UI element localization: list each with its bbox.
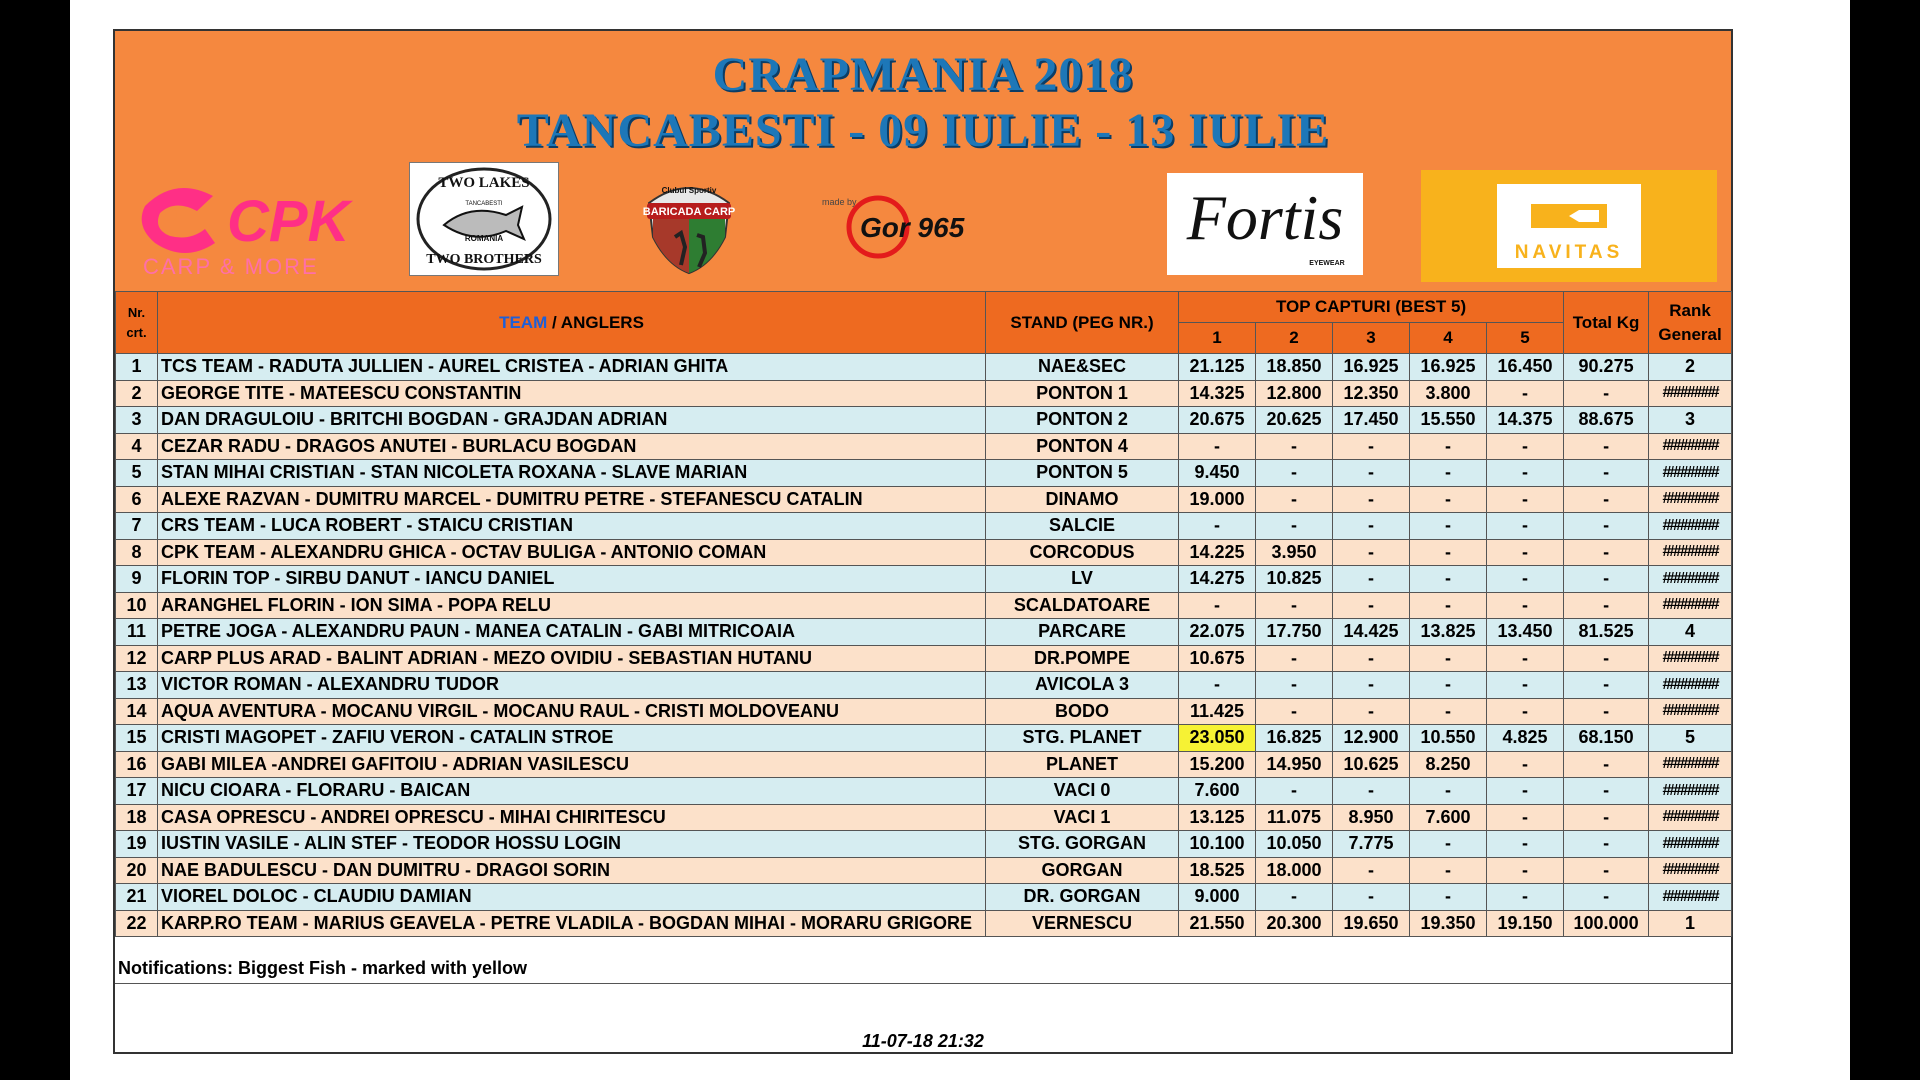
results-body (116, 354, 1732, 937)
team-anglers: FLORIN TOP - SIRBU DANUT - IANCU DANIEL (158, 566, 986, 593)
catch-2: 10.050 (1256, 831, 1333, 858)
catch-1: 11.425 (1179, 698, 1256, 725)
table-row (116, 725, 1732, 752)
catch-1: 13.125 (1179, 804, 1256, 831)
navitas-logo (1421, 170, 1717, 282)
catch-5: 14.375 (1487, 407, 1564, 434)
catch-4: - (1410, 433, 1487, 460)
baricada-top-text: Clubul Sportiv (661, 186, 717, 195)
row-number: 3 (116, 407, 158, 434)
stand: VACI 1 (986, 804, 1179, 831)
rank-general: ######## (1649, 645, 1732, 672)
stand: STG. PLANET (986, 725, 1179, 752)
catch-5: - (1487, 698, 1564, 725)
stand: DR.POMPE (986, 645, 1179, 672)
table-row (116, 539, 1732, 566)
stand: SALCIE (986, 513, 1179, 540)
team-anglers: CASA OPRESCU - ANDREI OPRESCU - MIHAI CHIRITESCU (158, 804, 986, 831)
catch-5: - (1487, 539, 1564, 566)
catch-1: - (1179, 592, 1256, 619)
table-row (116, 566, 1732, 593)
two-lakes-middle-text: ROMANIA (464, 234, 504, 243)
catch-5: - (1487, 751, 1564, 778)
catch-4: 16.925 (1410, 354, 1487, 381)
team-anglers: CRS TEAM - LUCA ROBERT - STAICU CRISTIAN (158, 513, 986, 540)
rank-general: ######## (1649, 804, 1732, 831)
catch-1: 10.100 (1179, 831, 1256, 858)
catch-1: 10.675 (1179, 645, 1256, 672)
catch-5: - (1487, 645, 1564, 672)
catch-1: 21.550 (1179, 910, 1256, 937)
row-number: 8 (116, 539, 158, 566)
table-row (116, 380, 1732, 407)
baricada-main-text: BARICADA CARP (642, 206, 736, 218)
row-number: 17 (116, 778, 158, 805)
catch-4: 13.825 (1410, 619, 1487, 646)
row-number: 22 (116, 910, 158, 937)
catch-5: 16.450 (1487, 354, 1564, 381)
row-number: 10 (116, 592, 158, 619)
catch-1: 18.525 (1179, 857, 1256, 884)
table-row (116, 619, 1732, 646)
stand: CORCODUS (986, 539, 1179, 566)
stand: PLANET (986, 751, 1179, 778)
table-row (116, 513, 1732, 540)
team-anglers: STAN MIHAI CRISTIAN - STAN NICOLETA ROXANA - SLAVE MARIAN (158, 460, 986, 487)
catch-1: 9.000 (1179, 884, 1256, 911)
header-rank: Rank General (1649, 292, 1732, 354)
catch-5: - (1487, 592, 1564, 619)
row-number: 21 (116, 884, 158, 911)
total-kg: - (1564, 804, 1649, 831)
team-anglers: IUSTIN VASILE - ALIN STEF - TEODOR HOSSU LOGIN (158, 831, 986, 858)
catch-4: - (1410, 698, 1487, 725)
two-lakes-top-text: TWO LAKES (438, 175, 530, 191)
stand: VERNESCU (986, 910, 1179, 937)
catch-3: 10.625 (1333, 751, 1410, 778)
catch-1: - (1179, 672, 1256, 699)
table-row (116, 645, 1732, 672)
catch-2: 3.950 (1256, 539, 1333, 566)
row-number: 20 (116, 857, 158, 884)
total-kg: - (1564, 592, 1649, 619)
catch-2: 17.750 (1256, 619, 1333, 646)
table-row (116, 486, 1732, 513)
catch-2: 14.950 (1256, 751, 1333, 778)
rank-general: ######## (1649, 857, 1732, 884)
header-banner (115, 31, 1731, 291)
row-number: 1 (116, 354, 158, 381)
rank-general: ######## (1649, 433, 1732, 460)
rank-general: ######## (1649, 539, 1732, 566)
team-anglers: CEZAR RADU - DRAGOS ANUTEI - BURLACU BOGDAN (158, 433, 986, 460)
row-number: 6 (116, 486, 158, 513)
team-anglers: GABI MILEA -ANDREI GAFITOIU - ADRIAN VASILESCU (158, 751, 986, 778)
rank-general: 3 (1649, 407, 1732, 434)
row-number: 4 (116, 433, 158, 460)
total-kg: - (1564, 566, 1649, 593)
rank-general: ######## (1649, 751, 1732, 778)
catch-4: 3.800 (1410, 380, 1487, 407)
stand: GORGAN (986, 857, 1179, 884)
team-anglers: AQUA AVENTURA - MOCANU VIRGIL - MOCANU RAUL - CRISTI MOLDOVEANU (158, 698, 986, 725)
catch-1: 21.125 (1179, 354, 1256, 381)
catch-4: - (1410, 645, 1487, 672)
gor-small-text: made by (822, 197, 857, 207)
catch-3: - (1333, 433, 1410, 460)
header-team (158, 292, 986, 354)
catch-4: - (1410, 513, 1487, 540)
catch-2: - (1256, 592, 1333, 619)
catch-3: 12.900 (1333, 725, 1410, 752)
catch-3: - (1333, 778, 1410, 805)
rank-general: ######## (1649, 513, 1732, 540)
rank-general: 2 (1649, 354, 1732, 381)
total-kg: - (1564, 698, 1649, 725)
table-row (116, 857, 1732, 884)
rank-general: ######## (1649, 698, 1732, 725)
rank-general: ######## (1649, 566, 1732, 593)
stand: STG. GORGAN (986, 831, 1179, 858)
catch-1: 14.275 (1179, 566, 1256, 593)
catch-2: 18.000 (1256, 857, 1333, 884)
team-anglers: ARANGHEL FLORIN - ION SIMA - POPA RELU (158, 592, 986, 619)
catch-3: 7.775 (1333, 831, 1410, 858)
header-catch-2: 2 (1256, 323, 1333, 354)
rank-general: 1 (1649, 910, 1732, 937)
total-kg: - (1564, 433, 1649, 460)
catch-5: - (1487, 831, 1564, 858)
team-anglers: CARP PLUS ARAD - BALINT ADRIAN - MEZO OVIDIU - SEBASTIAN HUTANU (158, 645, 986, 672)
baricada-carp-logo (641, 175, 737, 275)
total-kg: 100.000 (1564, 910, 1649, 937)
team-anglers: CPK TEAM - ALEXANDRU GHICA - OCTAV BULIGA - ANTONIO COMAN (158, 539, 986, 566)
header-top-captures: TOP CAPTURI (BEST 5) (1179, 292, 1564, 323)
catch-4: - (1410, 592, 1487, 619)
total-kg: - (1564, 831, 1649, 858)
header-nr: Nr. crt. (116, 292, 158, 354)
catch-4: - (1410, 486, 1487, 513)
catch-2: - (1256, 433, 1333, 460)
stand: AVICOLA 3 (986, 672, 1179, 699)
catch-5: 4.825 (1487, 725, 1564, 752)
catch-3: - (1333, 698, 1410, 725)
row-number: 5 (116, 460, 158, 487)
catch-2: 18.850 (1256, 354, 1333, 381)
catch-4: - (1410, 460, 1487, 487)
catch-4: 19.350 (1410, 910, 1487, 937)
total-kg: - (1564, 884, 1649, 911)
total-kg: - (1564, 751, 1649, 778)
table-row (116, 592, 1732, 619)
catch-2: 16.825 (1256, 725, 1333, 752)
catch-3: - (1333, 460, 1410, 487)
total-kg: - (1564, 645, 1649, 672)
catch-5: - (1487, 513, 1564, 540)
stand: NAE&SEC (986, 354, 1179, 381)
team-anglers: TCS TEAM - RADUTA JULLIEN - AUREL CRISTEA - ADRIAN GHITA (158, 354, 986, 381)
catch-1: 23.050 (1179, 725, 1256, 752)
cpk-logo-text: CPK (227, 189, 350, 254)
catch-2: 12.800 (1256, 380, 1333, 407)
catch-5: 13.450 (1487, 619, 1564, 646)
catch-1: - (1179, 433, 1256, 460)
team-anglers: ALEXE RAZVAN - DUMITRU MARCEL - DUMITRU PETRE - STEFANESCU CATALIN (158, 486, 986, 513)
catch-1: 20.675 (1179, 407, 1256, 434)
page-title: CRAPMANIA 2018 (712, 48, 1134, 101)
total-kg: - (1564, 672, 1649, 699)
timestamp: 11-07-18 21:32 (862, 1031, 984, 1051)
stand: PONTON 2 (986, 407, 1179, 434)
catch-5: 19.150 (1487, 910, 1564, 937)
catch-4: 10.550 (1410, 725, 1487, 752)
header-catch-1: 1 (1179, 323, 1256, 354)
catch-3: - (1333, 486, 1410, 513)
gor-main-text: Gor 965 (860, 212, 965, 243)
rank-general: ######## (1649, 672, 1732, 699)
catch-4: 7.600 (1410, 804, 1487, 831)
table-row (116, 778, 1732, 805)
catch-2: - (1256, 698, 1333, 725)
team-anglers: VIOREL DOLOC - CLAUDIU DAMIAN (158, 884, 986, 911)
catch-3: 17.450 (1333, 407, 1410, 434)
catch-1: 14.325 (1179, 380, 1256, 407)
header-total: Total Kg (1564, 292, 1649, 354)
catch-1: 19.000 (1179, 486, 1256, 513)
catch-1: 22.075 (1179, 619, 1256, 646)
results-table (115, 291, 1732, 937)
total-kg: 90.275 (1564, 354, 1649, 381)
total-kg: - (1564, 460, 1649, 487)
table-row (116, 751, 1732, 778)
row-number: 16 (116, 751, 158, 778)
header-catch-5: 5 (1487, 323, 1564, 354)
catch-3: 12.350 (1333, 380, 1410, 407)
total-kg: 81.525 (1564, 619, 1649, 646)
catch-2: - (1256, 486, 1333, 513)
fortis-small-text: EYEWEAR (1309, 260, 1345, 267)
catch-2: - (1256, 513, 1333, 540)
row-number: 11 (116, 619, 158, 646)
catch-5: - (1487, 778, 1564, 805)
catch-2: 11.075 (1256, 804, 1333, 831)
team-anglers: VICTOR ROMAN - ALEXANDRU TUDOR (158, 672, 986, 699)
catch-4: - (1410, 539, 1487, 566)
fortis-main-text: Fortis (1186, 182, 1344, 253)
catch-3: - (1333, 592, 1410, 619)
team-anglers: CRISTI MAGOPET - ZAFIU VERON - CATALIN STROE (158, 725, 986, 752)
cpk-logo (135, 171, 365, 281)
total-kg: 88.675 (1564, 407, 1649, 434)
rank-general: ######## (1649, 778, 1732, 805)
total-kg: - (1564, 778, 1649, 805)
rank-general: 4 (1649, 619, 1732, 646)
catch-3: - (1333, 884, 1410, 911)
rank-general: ######## (1649, 460, 1732, 487)
catch-4: - (1410, 778, 1487, 805)
header-team-label: TEAM (499, 312, 548, 332)
total-kg: 68.150 (1564, 725, 1649, 752)
navitas-main-text: NAVITAS (1514, 242, 1624, 263)
catch-4: - (1410, 831, 1487, 858)
catch-3: 16.925 (1333, 354, 1410, 381)
catch-4: - (1410, 672, 1487, 699)
stand: PONTON 4 (986, 433, 1179, 460)
stand: DR. GORGAN (986, 884, 1179, 911)
catch-5: - (1487, 433, 1564, 460)
table-row (116, 884, 1732, 911)
fortis-logo (1167, 173, 1363, 275)
rank-general: ######## (1649, 884, 1732, 911)
total-kg: - (1564, 486, 1649, 513)
catch-2: - (1256, 778, 1333, 805)
row-number: 15 (116, 725, 158, 752)
catch-5: - (1487, 804, 1564, 831)
catch-3: - (1333, 857, 1410, 884)
catch-4: - (1410, 884, 1487, 911)
stand: PONTON 1 (986, 380, 1179, 407)
stand: PONTON 5 (986, 460, 1179, 487)
catch-3: 8.950 (1333, 804, 1410, 831)
team-anglers: NAE BADULESCU - DAN DUMITRU - DRAGOI SORIN (158, 857, 986, 884)
catch-3: - (1333, 645, 1410, 672)
notifications: Notifications: Biggest Fish - marked with yellow (115, 956, 1731, 984)
catch-5: - (1487, 672, 1564, 699)
total-kg: - (1564, 539, 1649, 566)
catch-4: 8.250 (1410, 751, 1487, 778)
results-sheet (113, 29, 1733, 1054)
catch-1: 9.450 (1179, 460, 1256, 487)
catch-5: - (1487, 566, 1564, 593)
table-row (116, 698, 1732, 725)
catch-3: 19.650 (1333, 910, 1410, 937)
catch-5: - (1487, 486, 1564, 513)
total-kg: - (1564, 513, 1649, 540)
table-row (116, 831, 1732, 858)
team-anglers: PETRE JOGA - ALEXANDRU PAUN - MANEA CATALIN - GABI MITRICOAIA (158, 619, 986, 646)
stand: VACI 0 (986, 778, 1179, 805)
stand: SCALDATOARE (986, 592, 1179, 619)
row-number: 18 (116, 804, 158, 831)
catch-2: - (1256, 672, 1333, 699)
total-kg: - (1564, 380, 1649, 407)
team-anglers: DAN DRAGULOIU - BRITCHI BOGDAN - GRAJDAN ADRIAN (158, 407, 986, 434)
two-lakes-logo (409, 162, 559, 276)
table-row (116, 672, 1732, 699)
catch-4: - (1410, 857, 1487, 884)
catch-5: - (1487, 380, 1564, 407)
catch-5: - (1487, 460, 1564, 487)
catch-2: - (1256, 460, 1333, 487)
catch-4: - (1410, 566, 1487, 593)
stand: LV (986, 566, 1179, 593)
page (70, 0, 1850, 1080)
row-number: 7 (116, 513, 158, 540)
table-row (116, 433, 1732, 460)
table-row (116, 460, 1732, 487)
header-anglers-label: / ANGLERS (547, 312, 644, 332)
two-lakes-small-text: TANCABESTI (465, 201, 503, 207)
rank-general: ######## (1649, 592, 1732, 619)
catch-1: 7.600 (1179, 778, 1256, 805)
catch-1: 15.200 (1179, 751, 1256, 778)
row-number: 2 (116, 380, 158, 407)
row-number: 19 (116, 831, 158, 858)
row-number: 14 (116, 698, 158, 725)
cpk-logo-tagline: CARP & MORE (143, 254, 319, 279)
page-subtitle: TANCABESTI - 09 IULIE - 13 IULIE (516, 104, 1330, 157)
catch-2: 20.300 (1256, 910, 1333, 937)
catch-2: 20.625 (1256, 407, 1333, 434)
gor-965-logo (820, 191, 980, 261)
catch-3: - (1333, 566, 1410, 593)
catch-1: - (1179, 513, 1256, 540)
catch-1: 14.225 (1179, 539, 1256, 566)
team-anglers: KARP.RO TEAM - MARIUS GEAVELA - PETRE VLADILA - BOGDAN MIHAI - MORARU GRIGORE (158, 910, 986, 937)
rank-general: ######## (1649, 486, 1732, 513)
two-lakes-bottom-text: TWO BROTHERS (426, 252, 542, 267)
rank-general: ######## (1649, 380, 1732, 407)
table-row (116, 407, 1732, 434)
catch-5: - (1487, 857, 1564, 884)
header-catch-3: 3 (1333, 323, 1410, 354)
stand: DINAMO (986, 486, 1179, 513)
catch-3: - (1333, 672, 1410, 699)
stand: BODO (986, 698, 1179, 725)
table-row (116, 804, 1732, 831)
table-row (116, 354, 1732, 381)
catch-2: - (1256, 645, 1333, 672)
total-kg: - (1564, 857, 1649, 884)
catch-5: - (1487, 884, 1564, 911)
catch-2: - (1256, 884, 1333, 911)
row-number: 9 (116, 566, 158, 593)
row-number: 13 (116, 672, 158, 699)
catch-3: - (1333, 539, 1410, 566)
catch-3: 14.425 (1333, 619, 1410, 646)
catch-2: 10.825 (1256, 566, 1333, 593)
catch-3: - (1333, 513, 1410, 540)
catch-4: 15.550 (1410, 407, 1487, 434)
team-anglers: GEORGE TITE - MATEESCU CONSTANTIN (158, 380, 986, 407)
rank-general: ######## (1649, 831, 1732, 858)
stand: PARCARE (986, 619, 1179, 646)
table-row (116, 910, 1732, 937)
header-catch-4: 4 (1410, 323, 1487, 354)
row-number: 12 (116, 645, 158, 672)
header-stand: STAND (PEG NR.) (986, 292, 1179, 354)
rank-general: 5 (1649, 725, 1732, 752)
team-anglers: NICU CIOARA - FLORARU - BAICAN (158, 778, 986, 805)
